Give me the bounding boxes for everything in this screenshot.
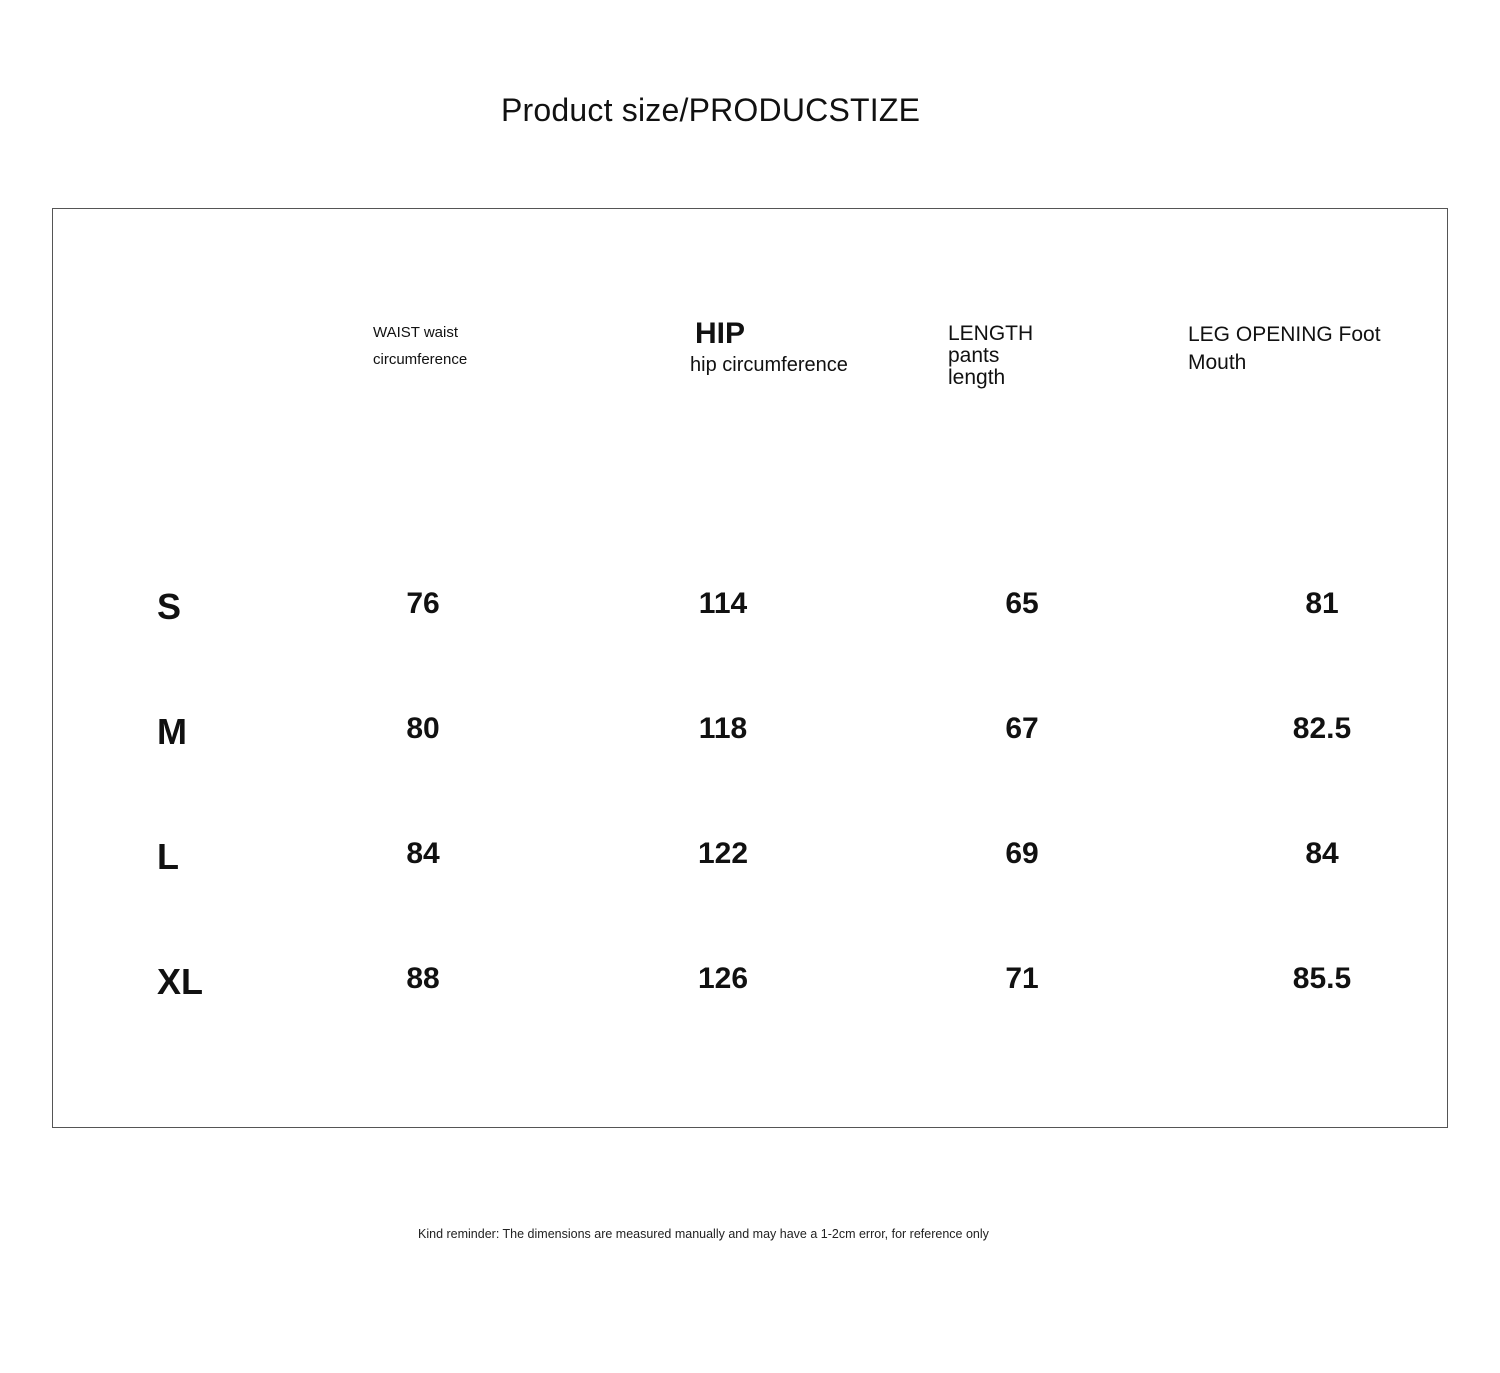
cell-xl-waist: 88 bbox=[406, 962, 440, 995]
header-length: LENGTH pants length bbox=[948, 322, 1034, 389]
cell-l-length: 69 bbox=[1005, 837, 1039, 870]
header-waist: WAIST waist circumference bbox=[373, 324, 468, 368]
header-hip-subtitle: hip circumference bbox=[690, 354, 848, 376]
cell-m-hip: 118 bbox=[698, 712, 748, 745]
cell-m-length: 67 bbox=[1005, 712, 1039, 745]
cell-l-hip: 122 bbox=[697, 837, 749, 870]
page-title: Product size/PRODUCSTIZE bbox=[501, 92, 921, 128]
size-label-s: S bbox=[157, 586, 182, 627]
cell-m-waist: 80 bbox=[406, 712, 440, 745]
cell-xl-hip: 126 bbox=[697, 962, 749, 995]
cell-s-hip: 114 bbox=[698, 587, 748, 620]
header-leg-opening: LEG OPENING Foot Mouth bbox=[1188, 323, 1381, 374]
size-label-l: L bbox=[157, 836, 179, 877]
cell-l-waist: 84 bbox=[406, 837, 440, 870]
cell-s-waist: 76 bbox=[406, 587, 440, 620]
cell-xl-length: 71 bbox=[1005, 962, 1039, 995]
cell-s-leg-opening: 81 bbox=[1305, 587, 1339, 620]
cell-s-length: 65 bbox=[1005, 587, 1039, 620]
cell-xl-leg-opening: 85.5 bbox=[1292, 962, 1352, 995]
header-hip: HIP bbox=[695, 317, 746, 350]
size-table bbox=[52, 208, 1448, 1128]
size-label-xl: XL bbox=[157, 961, 204, 1002]
cell-m-leg-opening: 82.5 bbox=[1292, 712, 1352, 745]
cell-l-leg-opening: 84 bbox=[1305, 837, 1339, 870]
size-label-m: M bbox=[157, 711, 187, 752]
reminder-note: Kind reminder: The dimensions are measured manually and may have a 1-2cm error, for reference only bbox=[418, 1227, 989, 1241]
